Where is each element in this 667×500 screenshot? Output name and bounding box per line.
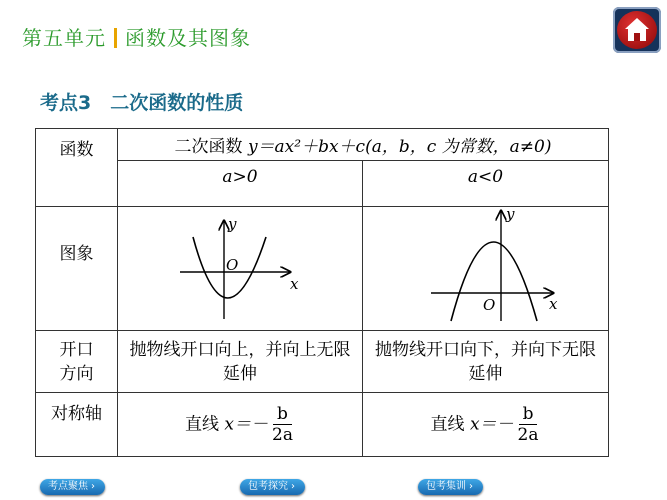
graph-downward-cell [363, 207, 609, 331]
nav-button-kaodian-label: 考点聚焦 [48, 481, 88, 492]
chevron-right-icon: › [469, 481, 473, 492]
chapter-label: 函数及其图象 [125, 26, 251, 50]
axis-equation: x＝－ [469, 414, 514, 435]
function-header: 函数 [36, 129, 118, 207]
axis-prefix: 直线 [430, 414, 465, 435]
condition-a-negative-text: a<0 [467, 167, 504, 187]
nav-button-jixun-label: 包考集训 [426, 481, 466, 492]
function-definition [118, 129, 609, 161]
fraction-numerator: b [519, 404, 538, 425]
x-axis-label: x [549, 295, 558, 313]
nav-button-tanjiu-label: 包考探究 [248, 481, 288, 492]
fraction-denominator: 2a [272, 425, 293, 445]
home-button[interactable] [613, 7, 661, 53]
direction-row-label [36, 331, 118, 393]
home-icon [613, 7, 661, 53]
axis-prefix: 直线 [185, 414, 220, 435]
axis-fraction [270, 404, 295, 445]
direction-up-text: 抛物线开口向上，并向上无限延伸 [129, 339, 351, 384]
condition-a-negative [363, 161, 609, 207]
downward-parabola-graph [363, 207, 609, 325]
unit-title [22, 22, 251, 51]
header [0, 0, 667, 70]
section-title: 考点3 二次函数的性质 [40, 92, 244, 114]
direction-row-label-text: 开口方向 [59, 339, 94, 384]
x-axis-label: x [290, 275, 299, 293]
direction-down-text: 抛物线开口向下，并向下无限延伸 [375, 339, 596, 384]
y-axis-label: y [228, 215, 237, 233]
function-prefix: 二次函数 [174, 137, 243, 157]
graph-upward-cell [118, 207, 363, 331]
unit-label: 第五单元 [22, 26, 106, 50]
axis-equation: x＝－ [224, 414, 269, 435]
condition-a-positive [118, 161, 363, 207]
axis-row-label: 对称轴 [36, 393, 118, 457]
y-axis-label: y [506, 207, 515, 223]
axis-fraction [516, 404, 541, 445]
chevron-right-icon: › [91, 481, 95, 492]
direction-down-cell [363, 331, 609, 393]
condition-a-positive-text: a>0 [222, 167, 258, 187]
title-separator [114, 28, 117, 48]
chevron-right-icon: › [291, 481, 295, 492]
axis-positive-cell [118, 393, 363, 457]
origin-label: O [226, 256, 239, 274]
properties-table [35, 128, 609, 457]
upward-parabola-graph [118, 207, 363, 325]
direction-up-cell [118, 331, 363, 393]
nav-button-jixun[interactable] [418, 479, 483, 495]
axis-negative-cell [363, 393, 609, 457]
function-formula: y＝ax²＋bx＋c(a，b，c 为常数，a≠0) [247, 137, 552, 157]
fraction-numerator: b [273, 404, 292, 425]
nav-button-tanjiu[interactable] [240, 479, 305, 495]
fraction-denominator: 2a [517, 425, 539, 445]
nav-button-kaodian[interactable] [40, 479, 105, 495]
origin-label: O [483, 296, 496, 314]
graph-row-label: 图象 [36, 207, 118, 331]
